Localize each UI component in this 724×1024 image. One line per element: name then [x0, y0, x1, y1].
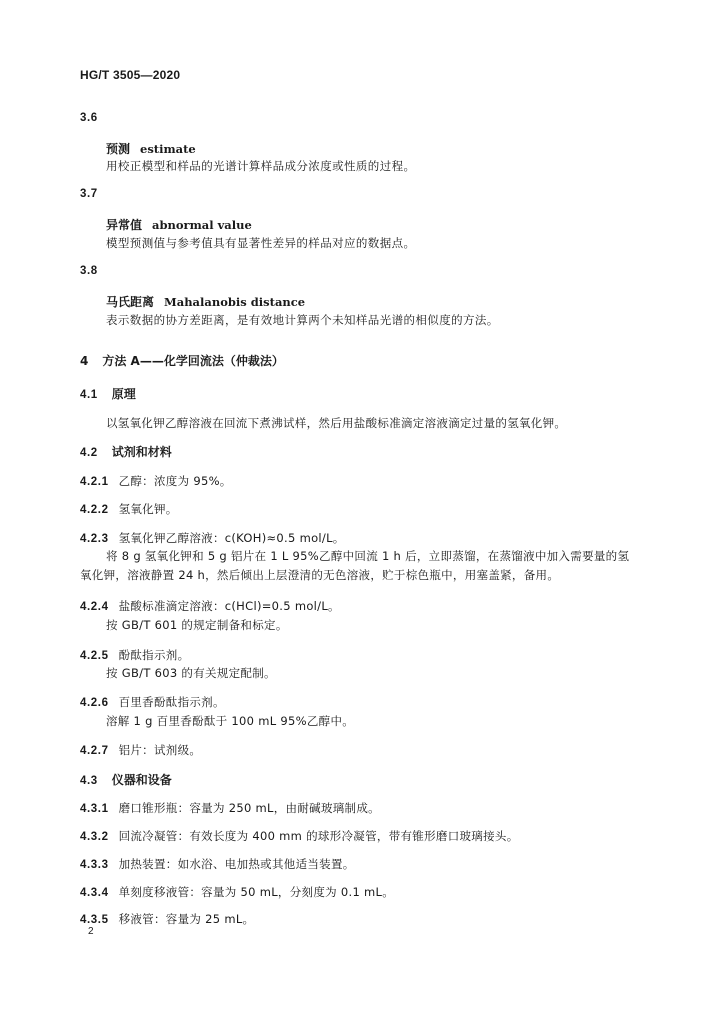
term-heading-3-7 [106, 216, 252, 233]
term-en: Mahalanobis distance [164, 295, 306, 309]
item-4-2-5-cont-1: 按 GB/T 603 的有关规定配制。 [106, 666, 276, 680]
item-4-2-4 [80, 598, 340, 614]
item-number: 4.2.7 [80, 745, 109, 757]
item-text: 百里香酚酞指示剂。 [118, 695, 225, 709]
item-text: 盐酸标准滴定溶液：c(HCl)=0.5 mol/L。 [118, 599, 340, 613]
item-number: 4.2.1 [80, 476, 109, 488]
item-4-2-7 [80, 742, 201, 758]
item-4-2-3-cont-1: 将 8 g 氢氧化钾和 5 g 铝片在 1 L 95%乙醇中回流 1 h 后，立即蒸馏，在蒸馏液中加入需要量的氢 [106, 549, 630, 563]
item-number: 4.3.5 [80, 914, 109, 926]
item-text: 乙醇：浓度为 95%。 [118, 474, 232, 488]
item-number: 4.3.4 [80, 887, 109, 899]
item-4-3-3 [80, 856, 355, 872]
item-4-2-6-cont-1: 溶解 1 g 百里香酚酞于 100 mL 95%乙醇中。 [106, 714, 355, 728]
item-text: 单刻度移液管：容量为 50 mL，分刻度为 0.1 mL。 [118, 885, 395, 899]
item-number: 4.3.3 [80, 859, 109, 871]
section-heading-4-3 [80, 771, 172, 788]
term-definition-3-8: 表示数据的协方差距离，是有效地计算两个未知样品光谱的相似度的方法。 [106, 313, 499, 327]
item-text: 铝片：试剂级。 [118, 743, 202, 757]
item-4-3-4 [80, 884, 394, 900]
item-number: 4.3.1 [80, 803, 109, 815]
item-4-2-1 [80, 473, 232, 489]
term-number-3-8: 3.8 [80, 265, 98, 277]
term-en: abnormal value [152, 218, 252, 232]
section-title: 方法 A——化学回流法（仲裁法） [102, 354, 284, 368]
term-number-3-7: 3.7 [80, 188, 98, 200]
item-4-2-6 [80, 694, 225, 710]
term-number-3-6: 3.6 [80, 112, 98, 124]
section-number: 4.1 [80, 389, 98, 401]
item-number: 4.2.2 [80, 504, 109, 516]
item-number: 4.2.6 [80, 697, 109, 709]
term-cn: 预测 [106, 142, 131, 156]
section-heading-4-2 [80, 443, 172, 460]
item-4-2-3-cont-2: 氧化钾，溶液静置 24 h，然后倾出上层澄清的无色溶液，贮于棕色瓶中，用塞盖紧，备用。 [80, 568, 560, 582]
section-heading-4 [80, 352, 284, 369]
section-title: 原理 [111, 387, 136, 401]
term-cn: 马氏距离 [106, 295, 155, 309]
item-number: 4.2.5 [80, 650, 109, 662]
term-definition-3-6: 用校正模型和样品的光谱计算样品成分浓度或性质的过程。 [106, 159, 416, 173]
section-text-4-1: 以氢氧化钾乙醇溶液在回流下煮沸试样，然后用盐酸标准滴定溶液滴定过量的氢氧化钾。 [106, 416, 567, 430]
item-number: 4.2.3 [80, 533, 109, 545]
item-4-2-3 [80, 530, 345, 546]
item-4-3-1 [80, 800, 380, 816]
item-text: 氢氧化钾乙醇溶液：c(KOH)≈0.5 mol/L。 [118, 531, 345, 545]
section-number: 4 [80, 354, 89, 368]
item-text: 加热装置：如水浴、电加热或其他适当装置。 [118, 857, 355, 871]
term-en: estimate [140, 142, 196, 156]
section-heading-4-1 [80, 385, 136, 402]
section-title: 试剂和材料 [111, 445, 172, 459]
section-number: 4.2 [80, 447, 98, 459]
item-text: 氢氧化钾。 [118, 502, 178, 516]
item-4-2-4-cont-1: 按 GB/T 601 的规定制备和标定。 [106, 618, 288, 632]
term-definition-3-7: 模型预测值与参考值具有显著性差异的样品对应的数据点。 [106, 236, 416, 250]
term-heading-3-6 [106, 140, 196, 157]
section-title: 仪器和设备 [111, 773, 172, 787]
item-text: 移液管：容量为 25 mL。 [118, 912, 255, 926]
item-number: 4.2.4 [80, 601, 109, 613]
item-text: 酚酞指示剂。 [118, 648, 190, 662]
item-number: 4.3.2 [80, 831, 109, 843]
item-4-3-5 [80, 911, 254, 927]
section-number: 4.3 [80, 775, 98, 787]
page-number: 2 [88, 926, 94, 937]
item-4-2-2 [80, 501, 178, 517]
item-text: 磨口锥形瓶：容量为 250 mL，由耐碱玻璃制成。 [118, 801, 380, 815]
item-text: 回流冷凝管：有效长度为 400 mm 的球形冷凝管，带有锥形磨口玻璃接头。 [118, 829, 519, 843]
document-header: HG/T 3505—2020 [80, 68, 181, 82]
item-4-3-2 [80, 828, 519, 844]
term-cn: 异常值 [106, 218, 143, 232]
term-heading-3-8 [106, 293, 305, 310]
item-4-2-5 [80, 647, 189, 663]
